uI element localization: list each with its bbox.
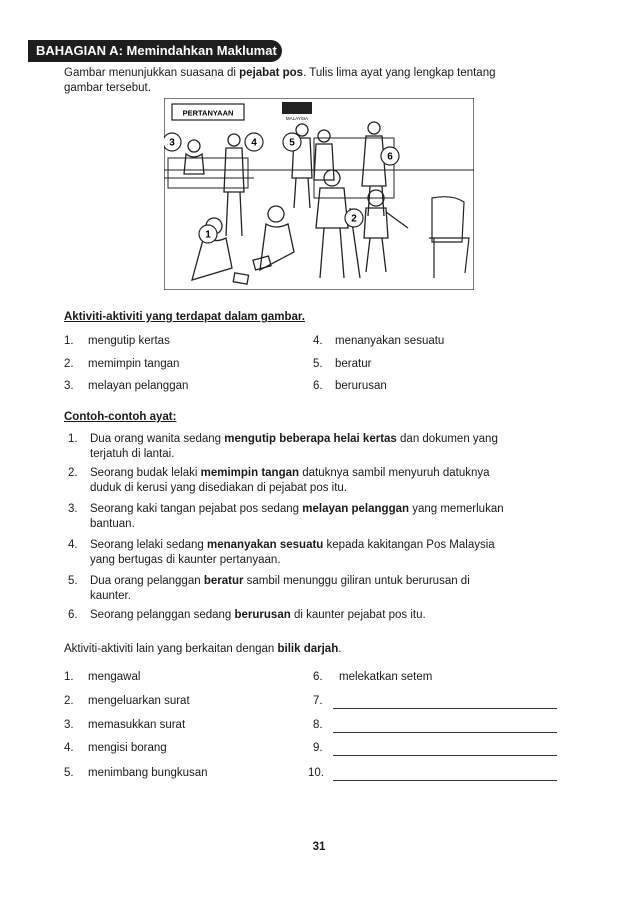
other-item: 6. melekatkan setem [313,671,433,683]
intro-line2: gambar tersebut. [64,82,151,94]
marker-2 [345,209,363,227]
example-item: 3. Seorang kaki tangan pejabat pos sedang melayan pelanggan yang memerlukan bantuan. [68,503,504,530]
activity-item: 4. menanyakan sesuatu [313,335,445,347]
marker-6 [381,147,399,165]
section-banner: BAHAGIAN A: Memindahkan Maklumat [28,40,282,62]
answer-line[interactable] [333,732,557,733]
sign-text: PERTANYAAN [182,108,234,118]
other-activities-prompt: Aktiviti-aktiviti lain yang berkaitan dengan bilik darjah. [64,643,342,655]
svg-text:3: 3 [169,137,175,149]
other-item-blank: 8. [313,719,323,731]
examples-heading: Contoh-contoh ayat: [64,411,177,423]
svg-text:6: 6 [387,151,393,163]
activity-item: 5. beratur [313,358,372,370]
other-item-blank: 9. [313,742,323,754]
example-item: 2. Seorang budak lelaki memimpin tangan datuknya sambil menyuruh datuknya duduk di kerusi yang disediakan di pejabat pos itu. [68,467,490,494]
other-item: 4. mengisi borang [64,742,167,754]
other-item: 2. mengeluarkan surat [64,695,190,707]
example-item: 1. Dua orang wanita sedang mengutip beberapa helai kertas dan dokumen yang terjatuh di lantai. [68,433,498,460]
activity-item: 3. melayan pelanggan [64,380,189,392]
page-number: 31 [312,841,326,853]
activities-heading: Aktiviti-aktiviti yang terdapat dalam gambar. [64,311,305,323]
other-item: 5. menimbang bungkusan [64,767,208,779]
intro-post: . Tulis lima ayat yang lengkap tentang [303,67,496,79]
example-item: 6. Seorang pelanggan sedang berurusan di kaunter pejabat pos itu. [68,609,426,621]
svg-text:4: 4 [251,137,257,149]
activity-item: 6. berurusan [313,380,387,392]
marker-1 [199,225,217,243]
other-item: 3. memasukkan surat [64,719,186,731]
logo-text: MALAYSIA [285,116,309,121]
activity-item: 1. mengutip kertas [64,335,170,347]
other-item: 1. mengawal [64,671,141,683]
svg-text:1: 1 [205,229,211,241]
marker-5 [283,133,301,151]
answer-line[interactable] [333,780,557,781]
other-item-blank: 10. [308,767,324,779]
marker-3 [164,133,181,151]
svg-text:5: 5 [289,137,295,149]
post-office-illustration [164,98,474,290]
pos-logo [282,102,312,114]
activity-item: 2. memimpin tangan [64,358,180,370]
answer-line[interactable] [333,708,557,709]
answer-line[interactable] [333,755,557,756]
svg-text:2: 2 [351,213,357,225]
example-item: 5. Dua orang pelanggan beratur sambil menunggu giliran untuk berurusan di kaunter. [68,575,470,602]
intro-text [64,66,584,96]
example-item: 4. Seorang lelaki sedang menanyakan sesuatu kepada kakitangan Pos Malaysia yang bertugas di kaunter pertanyaan. [68,539,495,566]
intro-pre: Gambar menunjukkan suasana di [64,67,240,79]
other-item-blank: 7. [313,695,323,707]
intro-bold: pejabat pos [239,67,304,79]
marker-4 [245,133,263,151]
